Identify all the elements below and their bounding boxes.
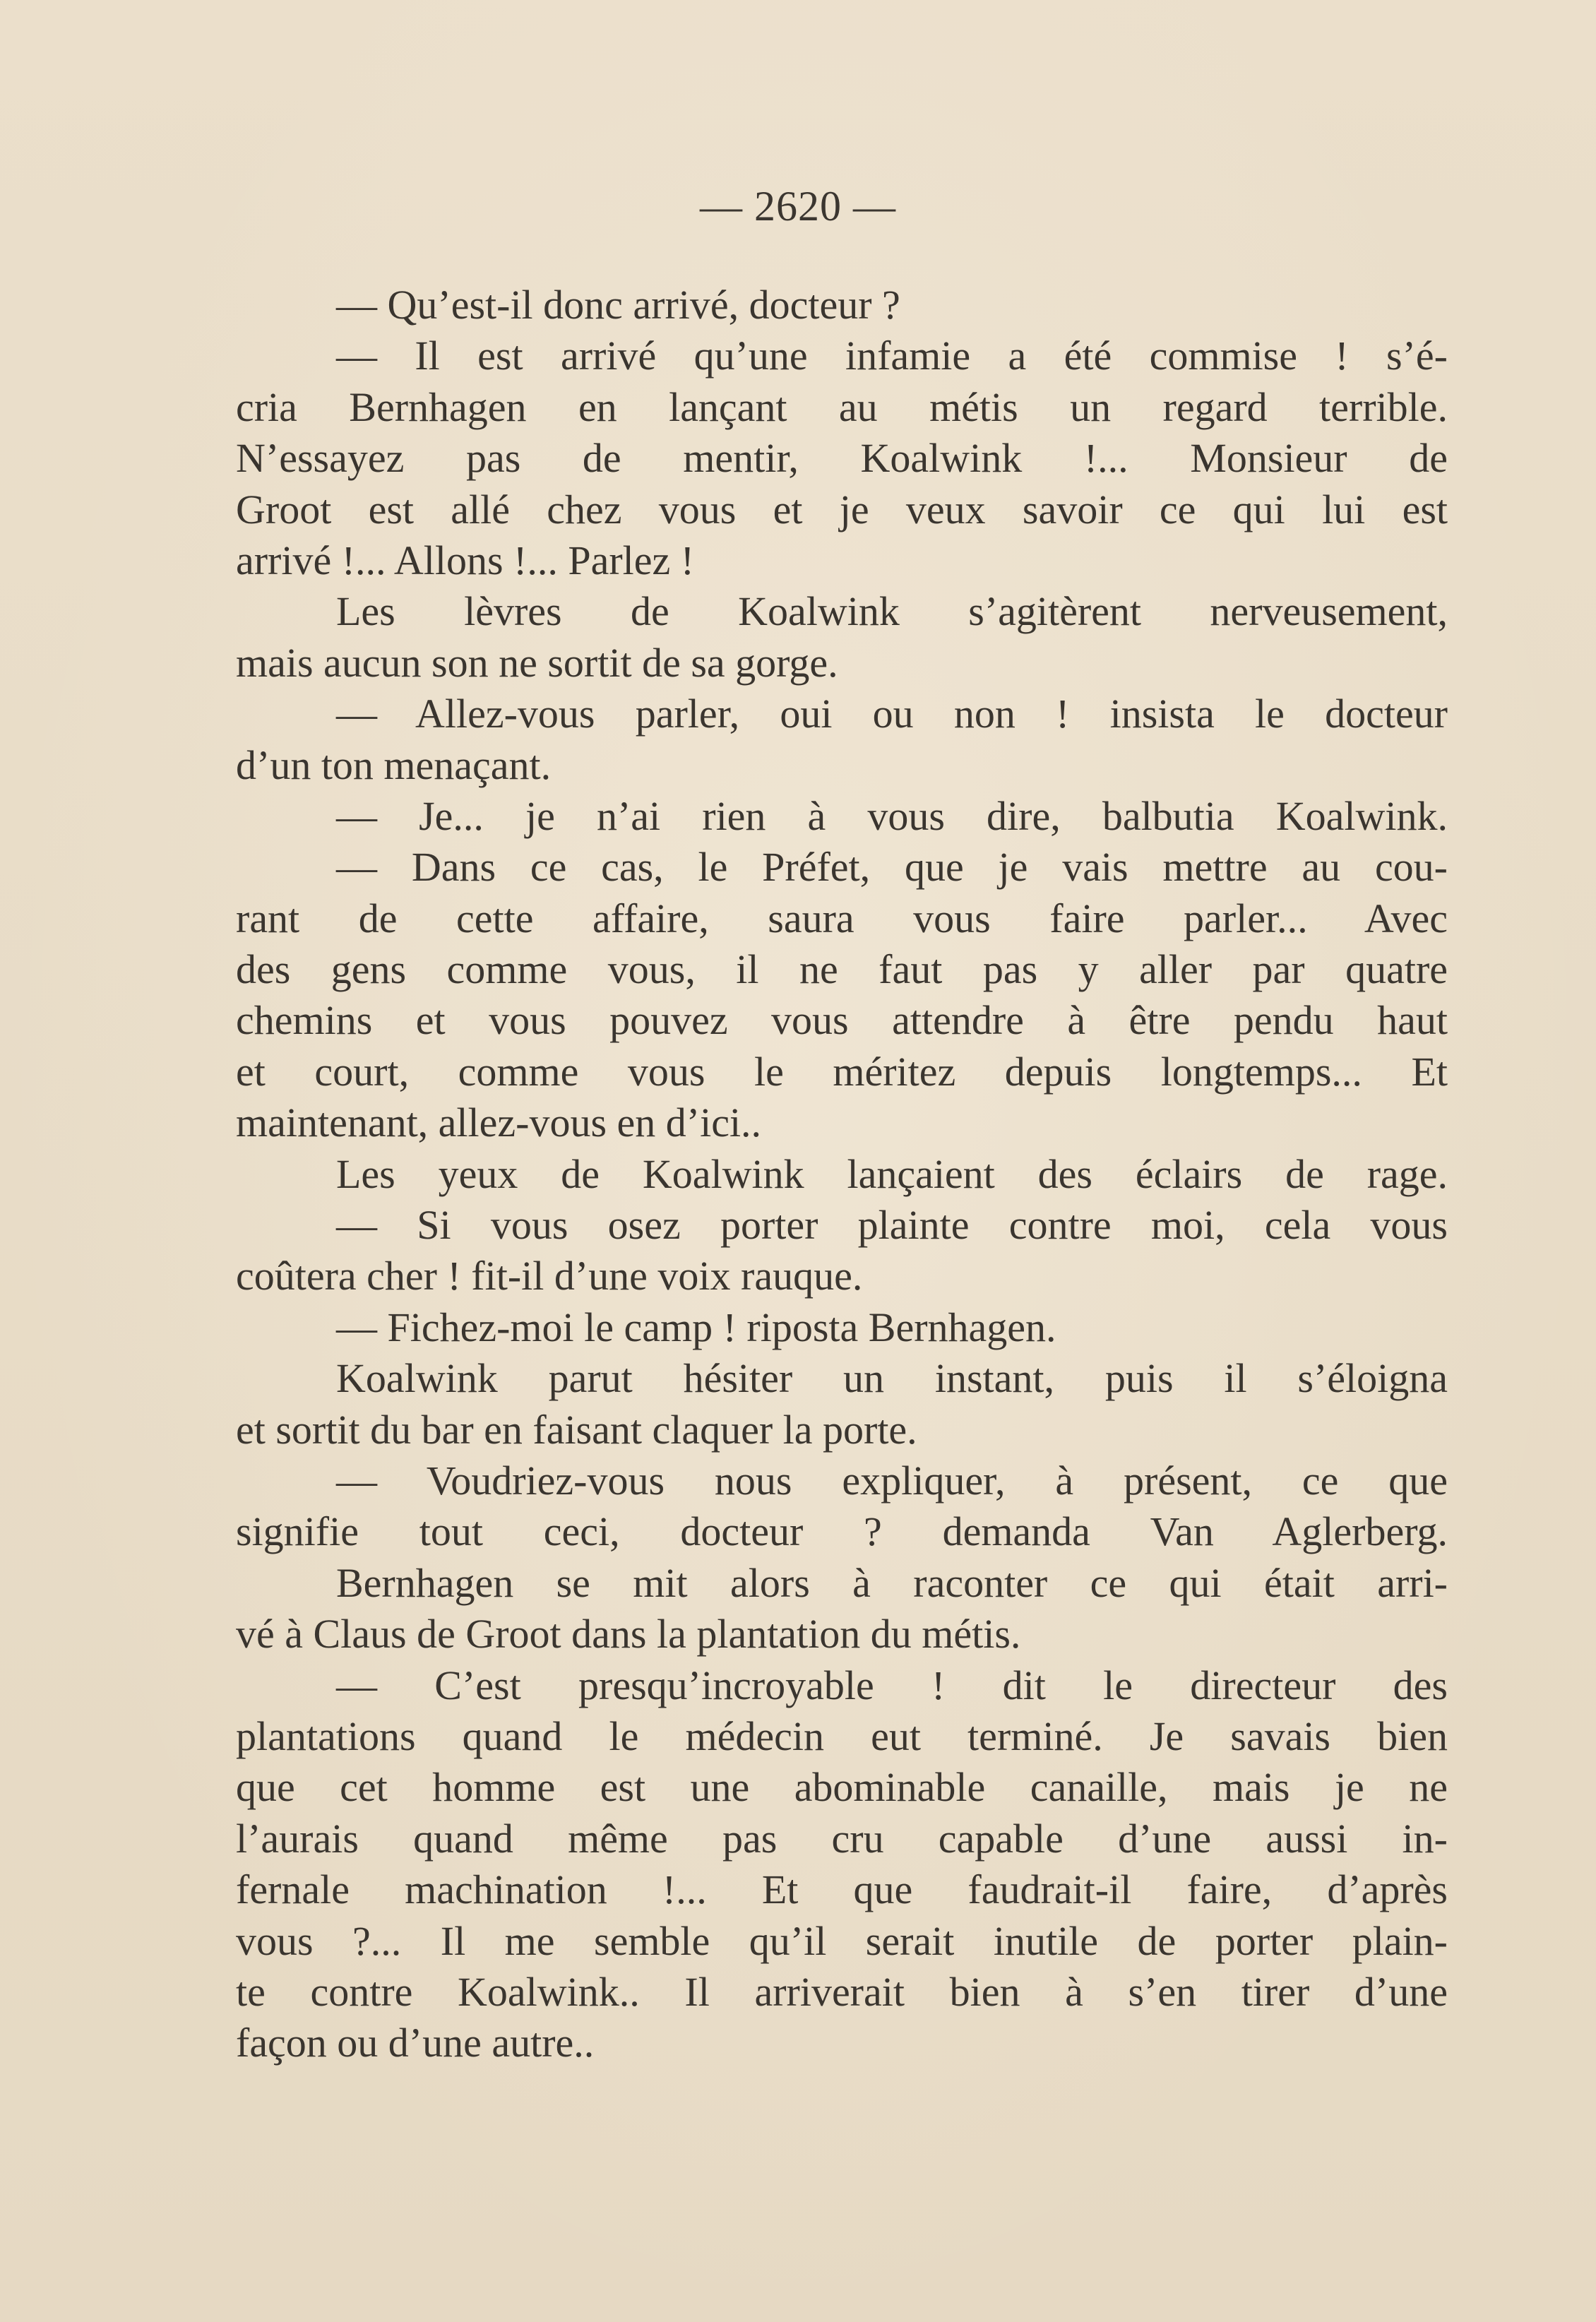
text-line: plantations quand le médecin eut terminé. Je savais bien	[236, 1713, 1448, 1759]
text-line: vous ?... Il me semble qu’il serait inutile de porter plain-	[236, 1917, 1448, 1964]
text-line: coûtera cher ! fit-il d’une voix rauque.	[236, 1253, 863, 1299]
text-line: — Qu’est-il donc arrivé, docteur ?	[336, 282, 900, 328]
text-line: l’aurais quand même pas cru capable d’une aussi in-	[236, 1815, 1448, 1862]
body-text	[236, 280, 1448, 2069]
text-line: Les yeux de Koalwink lançaient des éclairs de rage.	[336, 1150, 1448, 1197]
page-number-header: — 2620 —	[700, 183, 896, 230]
text-line: — Fichez-moi le camp ! riposta Bernhagen.	[336, 1304, 1056, 1350]
text-line: cria Bernhagen en lançant au métis un regard terrible.	[236, 383, 1448, 430]
text-line: — Voudriez-vous nous expliquer, à présent, ce que	[336, 1457, 1448, 1504]
text-line: Koalwink parut hésiter un instant, puis il s’éloigna	[336, 1355, 1448, 1402]
text-line: et court, comme vous le méritez depuis longtemps... Et	[236, 1048, 1448, 1095]
text-line: — Il est arrivé qu’une infamie a été commise ! s’é-	[336, 333, 1448, 379]
text-line: façon ou d’une autre..	[236, 2020, 595, 2066]
text-line: — Je... je n’ai rien à vous dire, balbutia Koalwink.	[336, 792, 1448, 839]
text-line: signifie tout ceci, docteur ? demanda Van Aglerberg.	[236, 1508, 1448, 1555]
text-line: Bernhagen se mit alors à raconter ce qui était arri-	[336, 1559, 1448, 1606]
text-line: — C’est presqu’incroyable ! dit le directeur des	[336, 1662, 1448, 1708]
text-line: rant de cette affaire, saura vous faire parler... Avec	[236, 895, 1448, 941]
text-line: N’essayez pas de mentir, Koalwink !... Monsieur de	[236, 435, 1448, 482]
text-line: Groot est allé chez vous et je veux savoir ce qui lui est	[236, 486, 1448, 532]
text-line: chemins et vous pouvez vous attendre à être pendu haut	[236, 997, 1448, 1044]
text-line: et sortit du bar en faisant claquer la porte.	[236, 1406, 917, 1453]
text-line: — Si vous osez porter plainte contre moi, cela vous	[336, 1202, 1448, 1249]
text-line: mais aucun son ne sortit de sa gorge.	[236, 639, 838, 686]
text-line: — Dans ce cas, le Préfet, que je vais mettre au cou-	[336, 844, 1448, 891]
text-line: Les lèvres de Koalwink s’agitèrent nerveusement,	[336, 588, 1448, 635]
text-line: — Allez-vous parler, oui ou non ! insista le docteur	[336, 691, 1448, 737]
text-line: te contre Koalwink.. Il arriverait bien à s’en tirer d’une	[236, 1968, 1448, 2015]
text-line: maintenant, allez-vous en d’ici..	[236, 1100, 762, 1146]
text-line: vé à Claus de Groot dans la plantation du métis.	[236, 1611, 1021, 1657]
text-line: que cet homme est une abominable canaille, mais je ne	[236, 1764, 1448, 1811]
text-line: des gens comme vous, il ne faut pas y aller par quatre	[236, 946, 1448, 993]
text-line: arrivé !... Allons !... Parlez !	[236, 537, 695, 583]
text-line: fernale machination !... Et que faudrait-il faire, d’après	[236, 1866, 1448, 1913]
text-line: d’un ton menaçant.	[236, 742, 552, 788]
